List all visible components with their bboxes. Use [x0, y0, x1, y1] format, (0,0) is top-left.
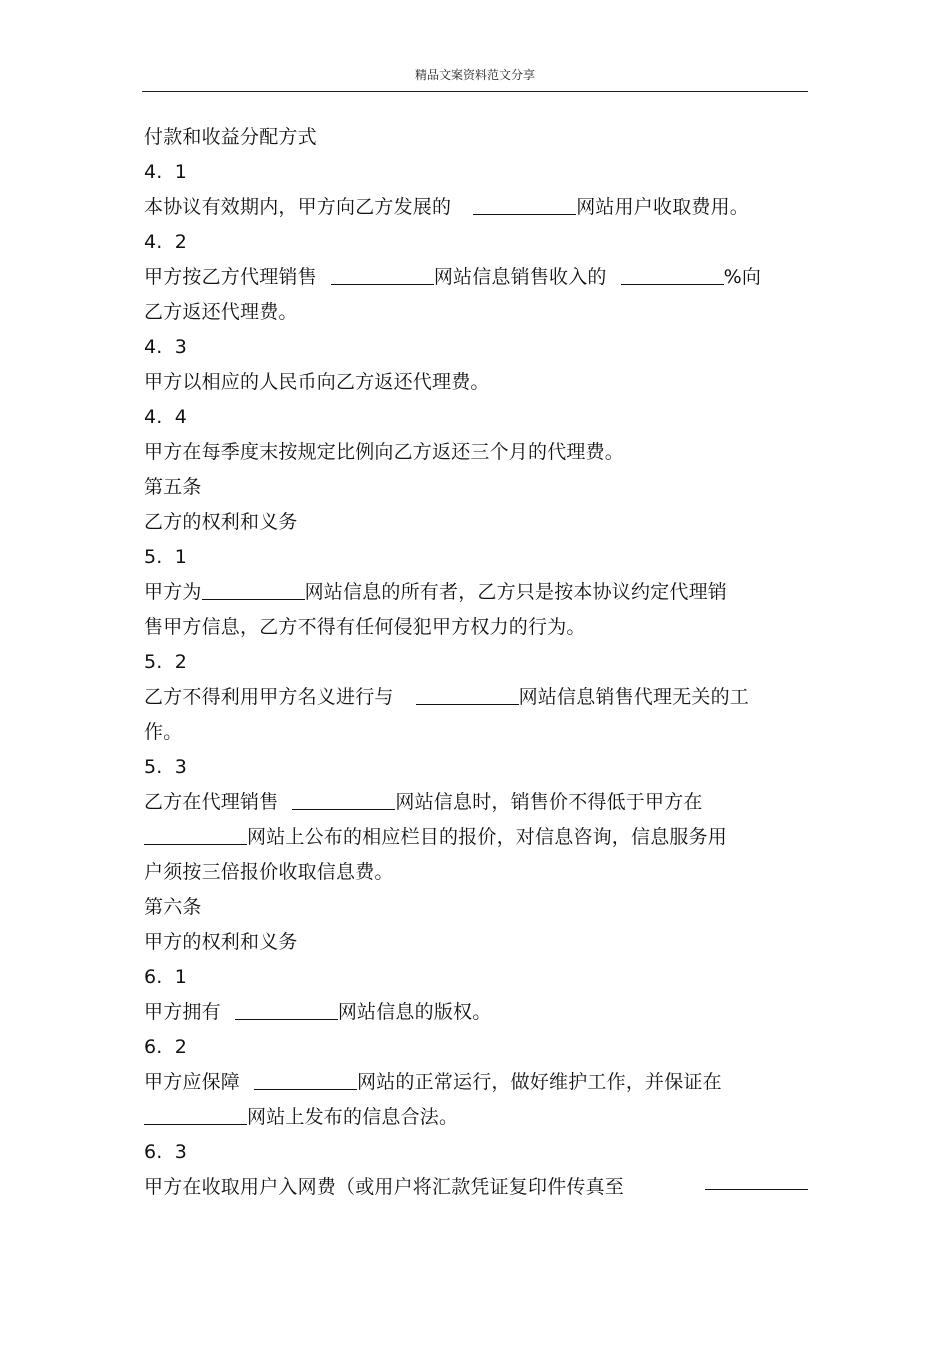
- fill-blank: [473, 195, 576, 215]
- fill-blank: [202, 580, 305, 600]
- fill-blank: [331, 265, 434, 285]
- clause-number: 5. 3: [144, 756, 188, 778]
- clause-text-part: 网站的正常运行，做好维护工作，并保证在: [357, 1071, 722, 1093]
- clause-text: 乙方返还代理费。: [144, 301, 298, 323]
- fill-blank: [254, 1070, 357, 1090]
- clause-text: [144, 1065, 808, 1100]
- clause-number: 6. 2: [144, 1036, 188, 1058]
- article-heading: 第六条: [144, 896, 202, 918]
- clause-number: 4. 1: [144, 161, 188, 183]
- page-header: 精品文案资料范文分享: [414, 68, 535, 82]
- clause-text: 作。: [144, 721, 183, 743]
- clause-number: 6. 1: [144, 966, 188, 988]
- fill-blank: [705, 1170, 808, 1190]
- clause-text-part: 甲方为: [144, 581, 202, 603]
- clause-number: 5. 1: [144, 546, 188, 568]
- clause-text: [144, 260, 808, 295]
- article-title: 甲方的权利和义务: [144, 931, 298, 953]
- clause-number: 4. 3: [144, 336, 188, 358]
- clause-number: 5. 2: [144, 651, 188, 673]
- clause-text: 户须按三倍报价收取信息费。: [144, 861, 394, 883]
- clause-text-part: %向: [723, 266, 762, 288]
- clause-text-part: 本协议有效期内，甲方向乙方发展的: [144, 196, 452, 218]
- clause-text-part: 网站信息时，销售价不得低于甲方在: [395, 791, 703, 813]
- clause-text: [144, 995, 808, 1030]
- clause-text: [144, 785, 808, 820]
- fill-blank: [144, 825, 247, 845]
- clause-text-part: 甲方拥有: [144, 1001, 221, 1023]
- clause-text-part: 网站上发布的信息合法。: [247, 1106, 459, 1128]
- fill-blank: [144, 1105, 247, 1125]
- fill-blank: [235, 1000, 338, 1020]
- clause-text-part: 甲方按乙方代理销售: [144, 266, 317, 288]
- clause-text: [144, 1100, 808, 1135]
- fill-blank: [621, 265, 724, 285]
- clause-text-part: 网站信息销售代理无关的工: [518, 686, 750, 708]
- clause-text: 售甲方信息，乙方不得有任何侵犯甲方权力的行为。: [144, 616, 586, 638]
- clause-text: [144, 575, 808, 610]
- clause-number: 6. 3: [144, 1141, 188, 1163]
- clause-number: 4. 4: [144, 406, 188, 428]
- clause-text-part: 网站信息的版权。: [337, 1001, 492, 1023]
- clause-text: [144, 820, 808, 855]
- clause-text-part: 网站上公布的相应栏目的报价，对信息咨询，信息服务用: [247, 826, 728, 848]
- fill-blank: [416, 685, 519, 705]
- clause-text: 甲方在每季度末按规定比例向乙方返还三个月的代理费。: [144, 441, 625, 463]
- clause-text-part: 乙方不得利用甲方名义进行与: [144, 686, 394, 708]
- clause-text: [144, 1170, 808, 1205]
- clause-text-part: 网站信息的所有者，乙方只是按本协议约定代理销: [304, 581, 728, 603]
- clause-text-part: 甲方在收取用户入网费（或用户将汇款凭证复印件传真至: [144, 1176, 625, 1198]
- clause-text-part: 网站用户收取费用。: [576, 196, 750, 218]
- header-rule: [142, 91, 808, 92]
- clause-text-part: 甲方应保障: [144, 1071, 241, 1093]
- document-body: [144, 120, 808, 1205]
- clause-text: [144, 680, 808, 715]
- clause-number: 4. 2: [144, 231, 188, 253]
- clause-text-part: 网站信息销售收入的: [433, 266, 607, 288]
- article-heading: 第五条: [144, 476, 202, 498]
- clause-text-part: 乙方在代理销售: [144, 791, 279, 813]
- fill-blank: [292, 790, 395, 810]
- clause-text: 甲方以相应的人民币向乙方返还代理费。: [144, 371, 490, 393]
- article-title: 乙方的权利和义务: [144, 511, 298, 533]
- clause-text: [144, 190, 808, 225]
- section-title: 付款和收益分配方式: [144, 126, 317, 148]
